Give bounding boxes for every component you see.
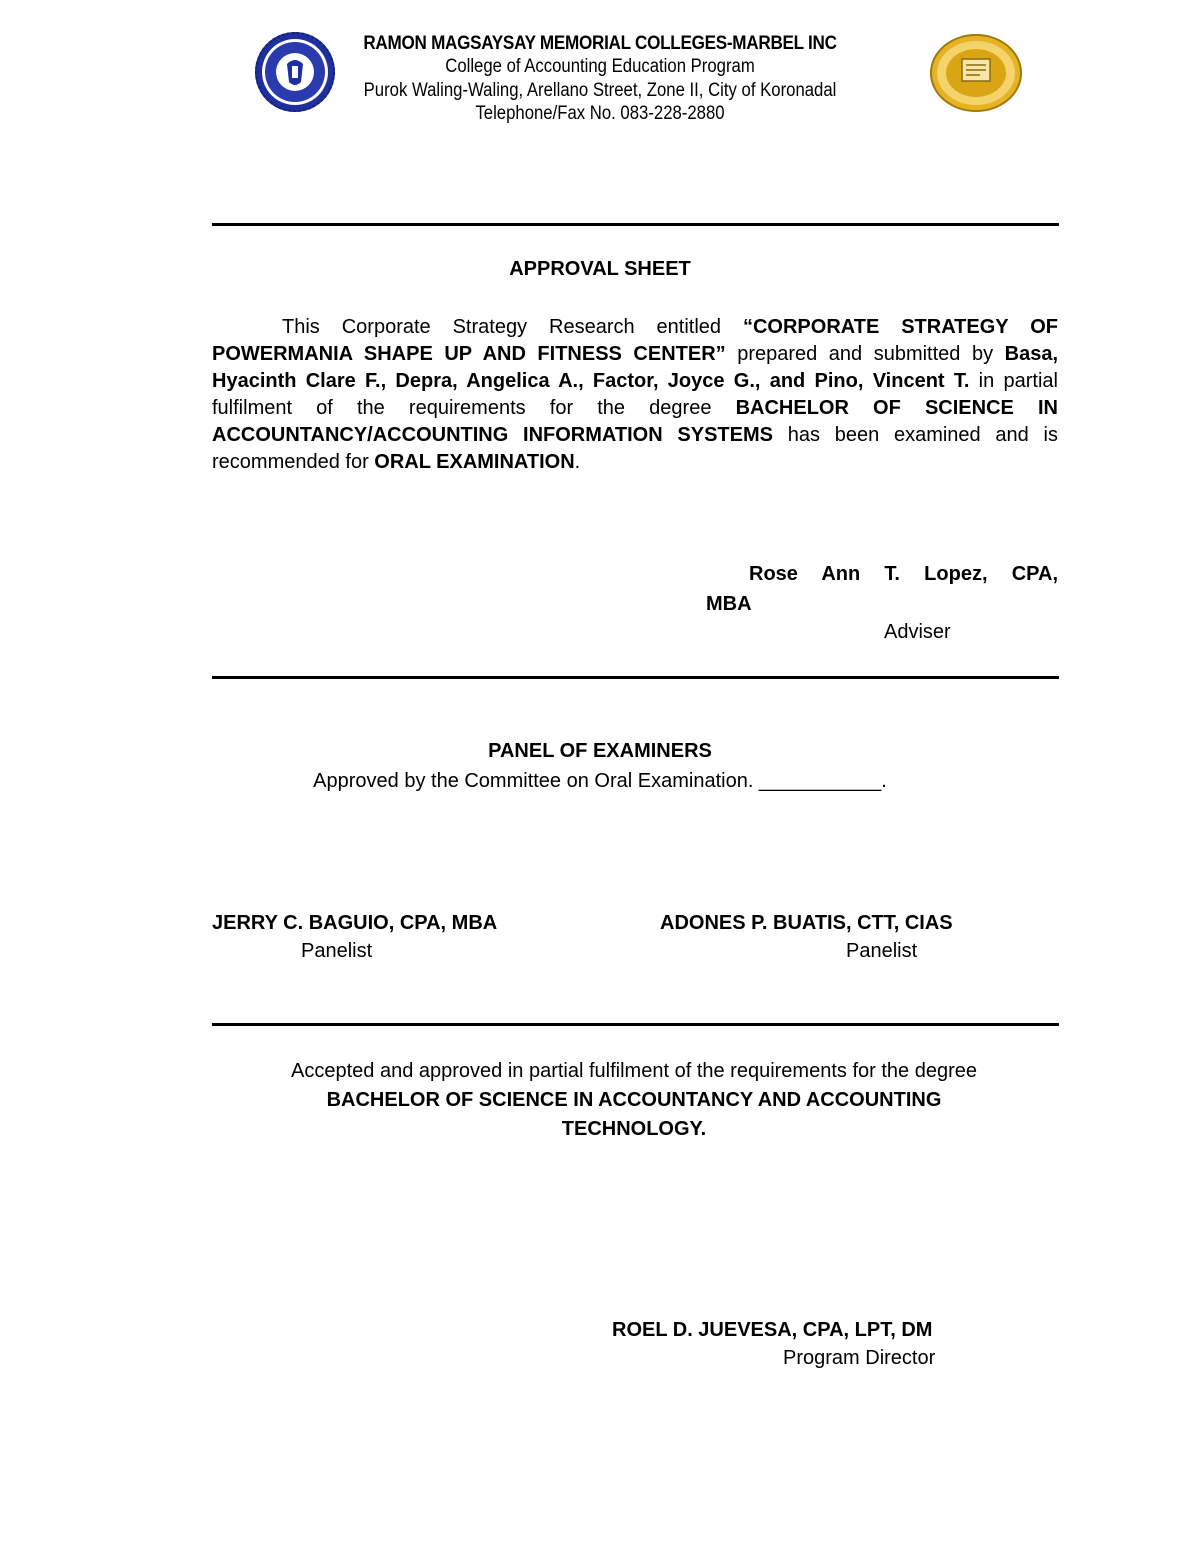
panelist-name: ADONES P. BUATIS, CTT, CIAS: [660, 912, 953, 934]
section-divider: [212, 1023, 1059, 1026]
adviser-name: Rose Ann T. Lopez, CPA,: [749, 563, 1058, 585]
panelist-role: Panelist: [301, 940, 373, 962]
approval-paragraph: [212, 314, 1058, 476]
panelist-name: JERRY C. BAGUIO, CPA, MBA: [212, 912, 498, 934]
panel-title: PANEL OF EXAMINERS: [488, 740, 712, 762]
approval-text-1: This Corporate Strategy Research entitled: [282, 316, 743, 338]
director-role: Program Director: [783, 1347, 936, 1369]
acceptance-text: Accepted and approved in partial fulfilment of the requirements for the degree: [291, 1060, 977, 1082]
telephone-line: Telephone/Fax No. 083-228-2880: [475, 103, 725, 124]
approval-text-3: in partial fulfilment of the requirements for the degree: [212, 370, 1058, 419]
approval-text-4: has been examined and is recommended for: [212, 424, 1058, 473]
committee-approval-line: Approved by the Committee on Oral Examination. ___________.: [313, 770, 887, 792]
panelist-role: Panelist: [846, 940, 918, 962]
acceptance-degree: BACHELOR OF SCIENCE IN ACCOUNTANCY AND ACCOUNTING: [326, 1089, 942, 1111]
acceptance-degree-end: TECHNOLOGY.: [561, 1118, 707, 1140]
institution-address: Purok Waling-Waling, Arellano Street, Zone II, City of Koronadal: [363, 80, 837, 101]
authors: Basa, Hyacinth Clare F., Depra, Angelica A., Factor, Joyce G., and Pino, Vincent T.: [212, 343, 1058, 392]
approval-title: APPROVAL SHEET: [509, 258, 691, 280]
degree-name: BACHELOR OF SCIENCE IN ACCOUNTANCY/ACCOUNTING INFORMATION SYSTEMS: [212, 397, 1059, 446]
institution-name: RAMON MAGSAYSAY MEMORIAL COLLEGES-MARBEL INC: [363, 33, 837, 54]
adviser-role: Adviser: [884, 621, 951, 643]
section-divider: [212, 223, 1059, 226]
director-name: ROEL D. JUEVESA, CPA, LPT, DM: [612, 1319, 933, 1341]
research-title: “CORPORATE STRATEGY OF POWERMANIA SHAPE UP AND FITNESS CENTER”: [212, 316, 1058, 365]
section-divider: [212, 676, 1059, 679]
exam-type: ORAL EXAMINATION: [374, 451, 575, 473]
adviser-name-suffix: MBA: [706, 593, 752, 615]
approval-text-5: .: [574, 451, 581, 473]
program-name: College of Accounting Education Program: [445, 56, 755, 77]
approval-text-2: prepared and submitted by: [725, 343, 1005, 365]
